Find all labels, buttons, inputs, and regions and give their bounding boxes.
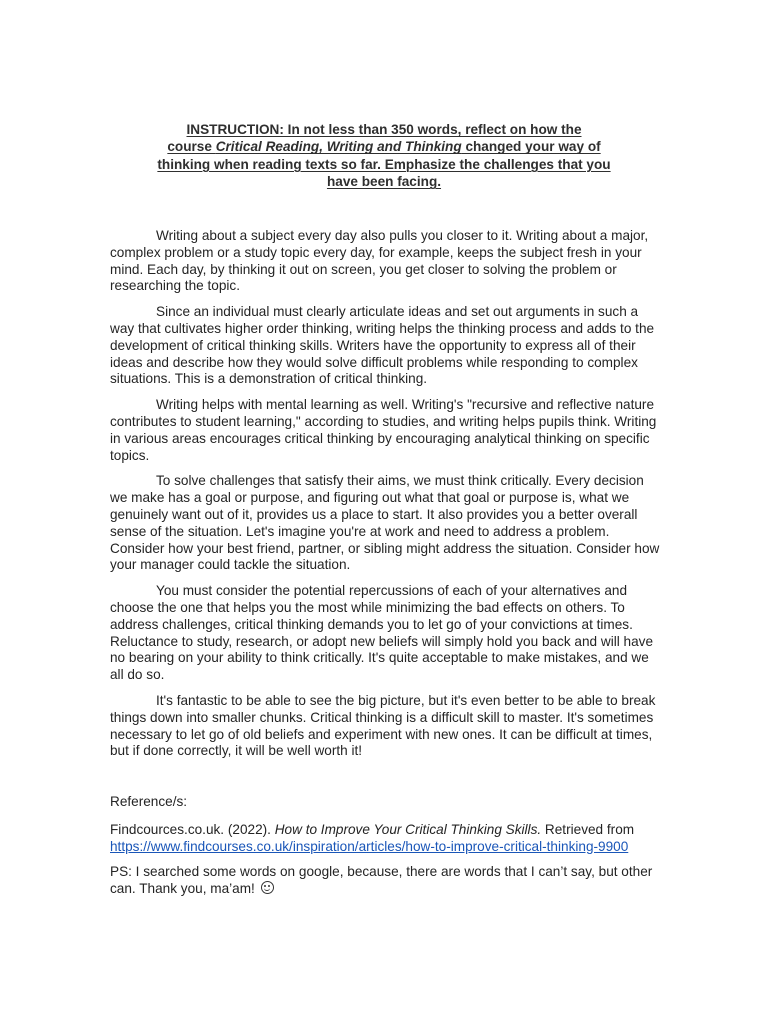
essay-paragraph: You must consider the potential repercussions of each of your alternatives and choose the one that helps you the most while minimizing the bad effects on others. To address challenges, critical thinking demands you to let go of your convictions at times. Reluctance to study, research, or adopt new beliefs will simply hold you back and will have no bearing on your ability to think critically. It's quite acceptable to make mistakes, and we all do so. — [110, 583, 654, 683]
instruction-course-prefix: course — [167, 139, 216, 155]
instruction-heading — [110, 121, 658, 191]
instruction-line-1: INSTRUCTION: In not less than 350 words, reflect on how the — [186, 122, 582, 137]
essay-paragraph: Writing about a subject every day also pulls you closer to it. Writing about a major, complex problem or a study topic every day, for example, keeps the subject fresh in your mind. Each day, by thinking it out on screen, you get closer to solving the problem or researching the topic. — [110, 228, 649, 294]
course-title: Critical Reading, Writing and Thinking — [215, 139, 462, 155]
reference-retrieved: Retrieved from — [541, 821, 635, 837]
essay-paragraph: To solve challenges that satisfy their aims, we must think critically. Every decision we make has a goal or purpose, and figuring out what that goal or purpose is, what we genuinely want out of it, provides us a place to start. It also provides you a better overall sense of the situation. Let's imagine you're at work and need to address a problem. Consider how your best friend, partner, or sibling might address the situation. Consider how your manager could tackle the situation. — [110, 473, 660, 573]
reference-url-link[interactable]: https://www.findcourses.co.uk/inspiration/articles/how-to-improve-critical-thinking-9900 — [110, 838, 629, 854]
ps-text: PS: I searched some words on google, because, there are words that I can’t say, but other can. Thank you, ma’am! — [110, 864, 653, 897]
references-heading: Reference/s: — [110, 794, 188, 809]
reference-entry — [110, 822, 661, 856]
instruction-line-4: have been facing. — [326, 174, 442, 190]
essay-paragraph: Since an individual must clearly articulate ideas and set out arguments in such a way that cultivates higher order thinking, writing helps the thinking process and adds to the development of critical thinking skills. Writers have the opportunity to express all of their ideas and describe how they would solve difficult problems while responding to complex situations. This is a demonstration of critical thinking. — [110, 304, 655, 387]
essay-body — [110, 228, 661, 769]
ps-note — [110, 864, 661, 898]
essay-paragraph: It's fantastic to be able to see the big picture, but it's even better to be able to break things down into smaller chunks. Critical thinking is a difficult skill to master. It's sometimes necessary to let go of old beliefs and experiment with new ones. It can be difficult at times, but if done correctly, it will be well worth it! — [110, 692, 656, 759]
instruction-line-2-rest: changed your way of — [461, 139, 601, 155]
instruction-line-3: thinking when reading texts so far. Emphasize the challenges that you — [157, 156, 611, 172]
references-section — [110, 794, 661, 907]
reference-title: How to Improve Your Critical Thinking Skills. — [274, 821, 542, 837]
smiley-icon — [261, 881, 274, 894]
essay-paragraph: Writing helps with mental learning as well. Writing's "recursive and reflective nature contributes to student learning," according to studies, and writing helps pupils think. Writing in various areas encourages critical thinking by encouraging analytical thinking on specific topics. — [110, 397, 657, 463]
reference-source: Findcources.co.uk. (2022). — [110, 821, 275, 837]
